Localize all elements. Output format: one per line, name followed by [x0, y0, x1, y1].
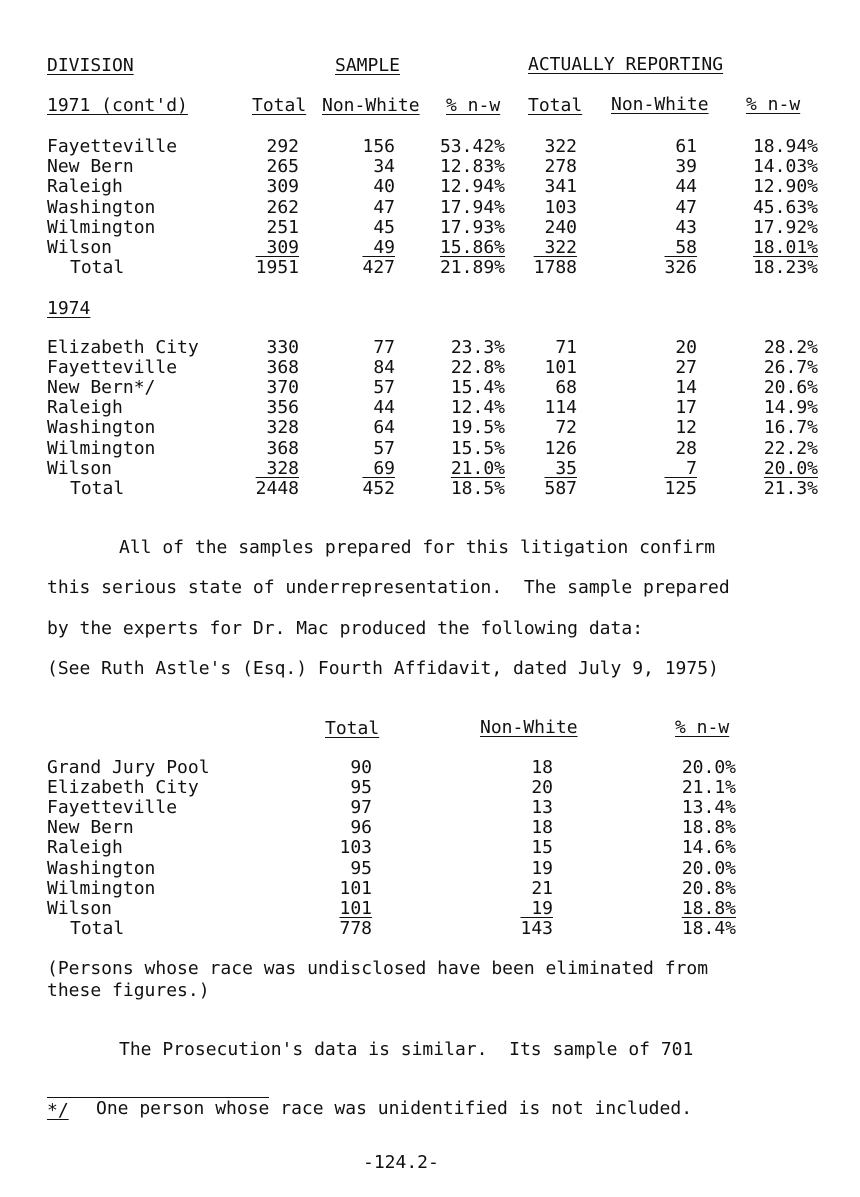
note-line: these figures.) [47, 980, 210, 1001]
cell-pct: 20.8% [681, 877, 736, 899]
cell-s_total: 328 [266, 417, 299, 439]
total-a_total: 587 [544, 477, 577, 499]
total-a_pct: 21.3% [763, 477, 818, 499]
row-name: Fayetteville [47, 136, 178, 157]
cell-s_pct: 15.4% [450, 377, 505, 399]
cell-a_nw: 39 [675, 156, 697, 178]
cell-a_total: 322 [544, 237, 577, 258]
subheader-1971: 1971 (cont'd) [47, 95, 188, 116]
total-label: Total [70, 917, 125, 939]
cell-a_nw: 20 [675, 337, 697, 358]
header-sample: SAMPLE [335, 55, 401, 76]
row-name: Raleigh [47, 837, 123, 859]
cell-a_total: 278 [544, 156, 577, 178]
cell-a_nw: 58 [675, 237, 697, 258]
cell-total: 95 [350, 777, 372, 799]
cell-s_pct: 23.3% [450, 337, 505, 358]
row-name: Washington [47, 196, 156, 218]
cell-s_nw: 34 [373, 156, 395, 178]
total-a_nw: 326 [664, 257, 697, 279]
total-label: Total [70, 257, 125, 279]
cell-s_nw: 44 [373, 397, 395, 419]
cell-s_nw: 69 [373, 457, 395, 479]
col-header-reporting-pct: % n-w [746, 94, 801, 115]
cell-a_pct: 14.9% [763, 397, 818, 419]
subheader-1974: 1974 [47, 298, 91, 319]
cell-s_pct: 19.5% [450, 417, 505, 439]
paragraph-2: The Prosecution's data is similar. Its sample of 701 [119, 1039, 694, 1060]
cell-s_total: 265 [266, 156, 299, 178]
cell-total: 90 [350, 757, 372, 778]
cell-s_total: 262 [266, 196, 299, 218]
cell-a_total: 71 [555, 337, 577, 358]
cell-a_pct: 18.01% [752, 237, 818, 258]
cell-s_total: 356 [266, 397, 299, 419]
cell-a_pct: 20.0% [763, 457, 818, 479]
row-name: Washington [47, 417, 156, 439]
cell-a_total: 322 [544, 136, 577, 157]
total-s_pct: 18.5% [450, 477, 505, 499]
cell-pct: 14.6% [681, 837, 736, 859]
col-header-reporting-total: Total [528, 95, 583, 116]
table2-header-total: Total [325, 718, 380, 739]
total-pct: 18.4% [681, 917, 736, 939]
total-s_nw: 452 [362, 477, 395, 499]
cell-pct: 13.4% [681, 797, 736, 819]
cell-s_nw: 49 [373, 237, 395, 258]
cell-a_pct: 14.03% [752, 156, 818, 178]
cell-a_total: 341 [544, 176, 577, 198]
cell-a_pct: 28.2% [763, 337, 818, 358]
total-nw: 143 [520, 917, 553, 939]
cell-total: 101 [339, 897, 372, 919]
cell-a_nw: 7 [686, 457, 697, 479]
row-name: Grand Jury Pool [47, 757, 210, 778]
cell-s_total: 330 [266, 337, 299, 358]
row-name: New Bern [47, 156, 134, 178]
row-name: Wilmington [47, 877, 156, 899]
cell-a_nw: 43 [675, 216, 697, 238]
cell-pct: 20.0% [681, 857, 736, 879]
cell-s_pct: 12.94% [439, 176, 505, 198]
cell-s_pct: 12.4% [450, 397, 505, 419]
row-name: Fayetteville [47, 357, 178, 379]
total-total: 778 [339, 917, 372, 939]
paragraph-line: this serious state of underrepresentation. The sample prepared [47, 577, 730, 598]
cell-s_nw: 156 [362, 136, 395, 157]
cell-nw: 18 [531, 757, 553, 778]
col-header-sample-pct: % n-w [446, 95, 501, 116]
cell-total: 101 [339, 877, 372, 899]
cell-pct: 20.0% [681, 757, 736, 778]
header-actually-reporting: ACTUALLY REPORTING [528, 54, 724, 75]
cell-s_total: 309 [266, 176, 299, 198]
cell-s_total: 368 [266, 357, 299, 379]
total-label: Total [70, 477, 125, 499]
cell-a_pct: 22.2% [763, 437, 818, 459]
cell-nw: 21 [531, 877, 553, 899]
cell-a_total: 72 [555, 417, 577, 439]
cell-s_pct: 12.83% [439, 156, 505, 178]
cell-s_pct: 22.8% [450, 357, 505, 379]
cell-s_total: 370 [266, 377, 299, 399]
cell-a_pct: 16.7% [763, 417, 818, 439]
row-name: New Bern [47, 817, 134, 839]
paragraph-line: All of the samples prepared for this litigation confirm [119, 537, 716, 558]
cell-s_pct: 15.5% [450, 437, 505, 459]
cell-s_nw: 84 [373, 357, 395, 379]
cell-a_total: 126 [544, 437, 577, 459]
row-name: New Bern*/ [47, 377, 156, 399]
total-s_total: 1951 [255, 257, 299, 279]
row-name: Fayetteville [47, 797, 178, 819]
note-line: (Persons whose race was undisclosed have been eliminated from [47, 958, 709, 979]
cell-nw: 20 [531, 777, 553, 799]
cell-s_nw: 57 [373, 377, 395, 399]
row-name: Elizabeth City [47, 337, 199, 358]
row-name: Elizabeth City [47, 777, 199, 799]
cell-s_total: 368 [266, 437, 299, 459]
total-s_total: 2448 [255, 477, 299, 499]
cell-a_nw: 44 [675, 176, 697, 198]
cell-nw: 18 [531, 817, 553, 839]
header-division: DIVISION [47, 55, 134, 76]
cell-s_pct: 17.93% [439, 216, 505, 238]
cell-nw: 15 [531, 837, 553, 859]
row-name: Raleigh [47, 176, 123, 198]
cell-a_nw: 61 [675, 136, 697, 157]
cell-s_pct: 53.42% [439, 136, 505, 157]
cell-s_pct: 17.94% [439, 196, 505, 218]
cell-a_total: 114 [544, 397, 577, 419]
row-name: Wilmington [47, 437, 156, 459]
row-name: Raleigh [47, 397, 123, 419]
cell-total: 96 [350, 817, 372, 839]
cell-s_nw: 57 [373, 437, 395, 459]
cell-nw: 13 [531, 797, 553, 819]
cell-nw: 19 [531, 857, 553, 879]
cell-a_total: 103 [544, 196, 577, 218]
table2-header-pct: % n-w [675, 717, 730, 738]
row-name: Wilson [47, 897, 113, 919]
paragraph-line: by the experts for Dr. Mac produced the following data: [47, 618, 644, 639]
cell-pct: 18.8% [681, 897, 736, 919]
row-name: Wilmington [47, 216, 156, 238]
cell-a_nw: 47 [675, 196, 697, 218]
cell-a_nw: 27 [675, 357, 697, 379]
cell-s_nw: 40 [373, 176, 395, 198]
col-header-sample-total: Total [252, 95, 307, 116]
cell-s_nw: 45 [373, 216, 395, 238]
total-s_pct: 21.89% [439, 257, 505, 279]
cell-total: 95 [350, 857, 372, 879]
cell-s_total: 292 [266, 136, 299, 157]
cell-a_nw: 28 [675, 437, 697, 459]
cell-s_total: 309 [266, 237, 299, 258]
cell-a_total: 68 [555, 377, 577, 399]
row-name: Wilson [47, 457, 113, 479]
cell-nw: 19 [531, 897, 553, 919]
col-header-reporting-nonwhite: Non-White [611, 94, 709, 115]
cell-a_pct: 26.7% [763, 357, 818, 379]
footnote-text: One person whose race was unidentified is not included. [96, 1098, 693, 1119]
cell-a_nw: 17 [675, 397, 697, 419]
row-name: Wilson [47, 237, 113, 258]
cell-a_pct: 17.92% [752, 216, 818, 238]
total-a_nw: 125 [664, 477, 697, 499]
cell-a_nw: 12 [675, 417, 697, 439]
col-header-sample-nonwhite: Non-White [322, 95, 420, 116]
cell-s_pct: 21.0% [450, 457, 505, 479]
total-a_total: 1788 [533, 257, 577, 279]
cell-a_pct: 45.63% [752, 196, 818, 218]
cell-total: 97 [350, 797, 372, 819]
cell-s_total: 328 [266, 457, 299, 479]
table2-header-nonwhite: Non-White [480, 717, 578, 738]
cell-total: 103 [339, 837, 372, 859]
cell-a_total: 101 [544, 357, 577, 379]
cell-s_total: 251 [266, 216, 299, 238]
cell-s_nw: 77 [373, 337, 395, 358]
cell-s_nw: 47 [373, 196, 395, 218]
cell-a_total: 35 [555, 457, 577, 479]
paragraph-line: (See Ruth Astle's (Esq.) Fourth Affidavit, dated July 9, 1975) [47, 658, 719, 679]
cell-s_nw: 64 [373, 417, 395, 439]
row-name: Washington [47, 857, 156, 879]
page-number: -124.2- [363, 1152, 439, 1173]
cell-pct: 18.8% [681, 817, 736, 839]
cell-a_nw: 14 [675, 377, 697, 399]
total-a_pct: 18.23% [752, 257, 818, 279]
cell-pct: 21.1% [681, 777, 736, 799]
cell-a_total: 240 [544, 216, 577, 238]
cell-s_pct: 15.86% [439, 237, 505, 258]
cell-a_pct: 20.6% [763, 377, 818, 399]
cell-a_pct: 12.90% [752, 176, 818, 198]
footnote-mark: */ [47, 1100, 69, 1121]
total-s_nw: 427 [362, 257, 395, 279]
cell-a_pct: 18.94% [752, 136, 818, 157]
